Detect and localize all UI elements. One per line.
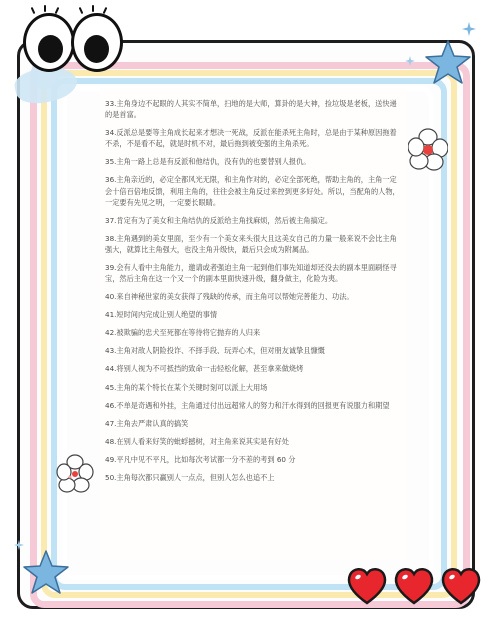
star-icon bbox=[424, 38, 472, 86]
list-item: 37.肯定有为了美女和主角结仇的反派给主角找麻烦，然后被主角搞定。 bbox=[105, 215, 333, 225]
right-eye-icon bbox=[71, 13, 123, 72]
list-item: 45.主角的某个特长在某个关键时刻可以派上大用场 bbox=[105, 382, 268, 392]
flower-icon bbox=[56, 454, 94, 494]
list-item: 40.来自神秘世家的美女获得了残缺的传承，而主角可以帮她完善能力、功法。 bbox=[105, 292, 354, 302]
sparkle-icon bbox=[462, 22, 476, 36]
list-item: 47.主角去严肃认真的搞笑 bbox=[105, 418, 189, 428]
star-icon bbox=[22, 548, 70, 596]
sparkle-icon bbox=[14, 540, 24, 550]
flower-icon bbox=[408, 128, 448, 172]
sparkle-icon bbox=[405, 56, 415, 66]
list-item: 42.被欺骗的忠犬至死都在等待将它抛弃的人归来 bbox=[105, 328, 261, 338]
list-item: 38.主角遇到的美女里面，至少有一个美女来头很大且这美女自己的力量一般来说不会比主角强大，就算比主角强大，也没主角升级快，最后只会成为附属品。 bbox=[105, 233, 397, 255]
left-eye-icon bbox=[23, 13, 75, 72]
list-item: 35.主角一路上总是有反派和他结仇，没有仇的也要替别人报仇。 bbox=[105, 157, 311, 167]
document-body bbox=[105, 98, 403, 490]
list-item: 48.在别人看来好笑的蚍蜉撼树，对主角来说其实是有好处 bbox=[105, 436, 289, 446]
list-item: 41.短时间内完成让别人绝望的事情 bbox=[105, 310, 218, 320]
list-item: 34.反派总是要等主角成长起来才想决一死战，反派在能杀死主角时，总是由于某种原因拖着不杀，不是看不起，就是时机不对，最后拖到被变强的主角杀死。 bbox=[105, 128, 397, 149]
list-item: 36.主角亲近的，必定全都风光无限，和主角作对的，必定全部死绝，帮助主角的，主角一定会十倍百倍地反馈，利用主角的，往往会被主角反过来控到更多好处。所以，当配角的人物，一定要有先见之明，一定要长眼睛。 bbox=[105, 175, 400, 207]
list-item: 39.会有人看中主角能力，邀请或者强迫主角一起到他们事先知道却还没去的副本里面刷怪寻宝，然后主角在这一个又一个的副本里面快速升级，翻身做主，化险为夷。 bbox=[105, 263, 397, 284]
list-item: 49.平凡中见不平凡，比如每次考试都一分不差的考到 60 分 bbox=[105, 454, 296, 464]
list-item: 43.主角对敌人阴险投诈、不择手段、玩弄心术，但对朋友诚挚且慷慨 bbox=[105, 346, 325, 356]
list-item: 46.不单是奇遇和外挂，主角通过付出远超常人的努力和汗水得到的回报更有说服力和期望 bbox=[105, 400, 390, 410]
list-item: 50.主角每次都只赢别人一点点，但别人怎么也追不上 bbox=[105, 472, 275, 482]
list-item: 33.主角身边不起眼的人其实不简单，扫地的是大师，算卦的是大神，捡垃圾是老板，送快递的是首富。 bbox=[105, 99, 397, 120]
list-item: 44.将别人视为不可抵挡的致命一击轻松化解，甚至拿来做烧烤 bbox=[105, 364, 304, 374]
hearts-icon bbox=[344, 562, 484, 608]
